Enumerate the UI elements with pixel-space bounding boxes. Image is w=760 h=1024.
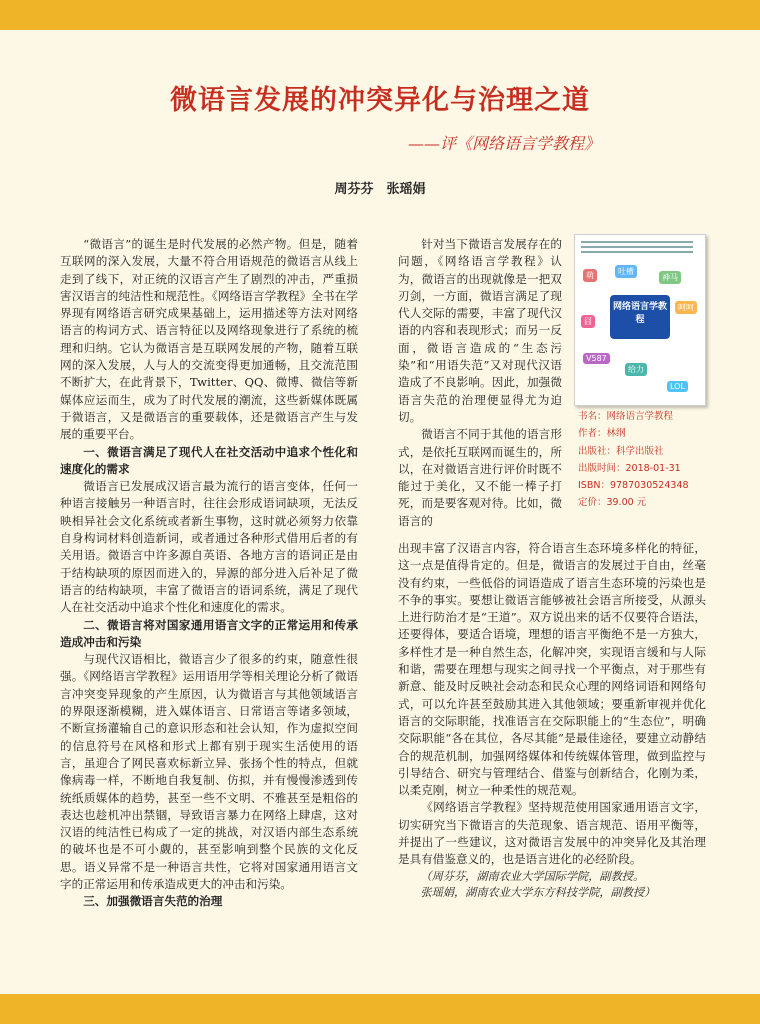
book-price: 定价：39.00 元 xyxy=(578,497,647,509)
book-cover-title: 网络语言学教程 xyxy=(610,295,670,339)
book-cover-image xyxy=(574,234,706,406)
top-color-band xyxy=(0,0,760,30)
book-name: 书名：网络语言学教程 xyxy=(578,411,674,422)
paragraph: 与现代汉语相比，微语言少了很多的约束，随意性很强。《网络语言学教程》运用语用学等相关理论分析了微语言冲突变异现象的产生原因，认为微语言与其他领域语言的界限逐渐模糊，进入媒体语言、日常语言等诸多领域，不断宣扬灌输自己的意识形态和社会认知，作为虚拟空间的信息符号在风格和形式上都有别于现实生活使用的语言，虽迎合了网民喜欢标新立异、张扬个性的特点，但就像病毒一样，不断地自我复制、仿拟，并有慢慢渗透到传统纸质媒体的趋势，甚至一些不文明、不雅甚至是粗俗的表达也趁机冲出禁锢，导致语言暴力在网络上肆虐，这对汉语的纯洁性已构成了一定的挑战，对汉语内部生态系统的破坏也是不可小觑的，甚至影响到整个民族的文化反思。语义异常不是一种语言共性，它将对国家通用语言文字的正常运用和传承造成更大的冲击和污染。 xyxy=(60,652,358,891)
paragraph: 出现丰富了汉语言内容，符合语言生态环境多样化的特征，这一点是值得肯定的。但是，微语言的发展过于自由，丝毫没有约束，一些低俗的词语造成了语言生态环境的污染也是不争的事实。要想让微语言能够被社会语言所接受，从源头上进行防治才是“王道”。双方说出来的话不仅要符合语法，还要得体，要适合语境，理想的语言平衡绝不是一方独大，多样性才是一种自然生态，化解冲突，实现语言缓和与人际和谐，需要在理想与现实之间寻找一个平衡点，对于那些有新意、能及时反映社会动态和民众心理的网络词语和网络句式，可以允许甚至鼓励其进入其他领域；要重新审视并优化语言的交际职能，找准语言在交际职能上的“生态位”，明确交际职能“各在其位，各尽其能”是最佳途径，要建立动静结合的规范机制，加强网络媒体和传统媒体管理，做到监控与引导结合、研究与管理结合、借鉴与创新结合，化刚为柔，以柔克刚，树立一种柔性的规范观。 xyxy=(398,541,706,798)
section-heading: 二、微语言将对国家通用语言文字的正常运用和传承造成冲击和污染 xyxy=(60,617,358,649)
cover-tag: 神马 xyxy=(659,271,681,284)
article-title: 微语言发展的冲突异化与治理之道 xyxy=(170,85,590,116)
book-publisher: 出版社：科学出版社 xyxy=(578,445,664,457)
section-heading: 一、微语言满足了现代人在社交活动中追求个性化和速度化的需求 xyxy=(60,444,358,476)
book-author: 作者：林纲 xyxy=(578,428,626,440)
paragraph: 《网络语言学教程》坚持规范使用国家通用语言文字，切实研究当下微语言的失范现象、语言规范、语用平衡等，并提出了一些建议，这对微语言发展中的冲突异化及其治理是具有借鉴意义的，也是语言进化的必经阶段。 xyxy=(398,800,706,867)
article-authors: 周芬芬 张瑶娟 xyxy=(334,182,426,197)
bottom-color-band xyxy=(0,994,760,1024)
cover-tag: 萌 xyxy=(583,269,597,282)
left-column xyxy=(60,236,358,911)
cover-header-lines xyxy=(581,241,699,261)
right-column xyxy=(398,540,706,902)
cover-tag: V587 xyxy=(583,353,610,364)
section-heading: 三、加强微语言失范的治理 xyxy=(83,894,223,909)
book-isbn: ISBN：9787030524348 xyxy=(578,480,689,492)
cover-tag: 吐槽 xyxy=(615,265,637,278)
cover-tag: 囧 xyxy=(581,315,595,328)
author-affiliation: （周芬芬，湖南农业大学国际学院，副教授。 xyxy=(420,869,645,883)
cover-tag: 呵呵 xyxy=(675,301,697,314)
author-affiliation: 张瑶娟，湖南农业大学东方科技学院，副教授） xyxy=(420,886,656,900)
book-info xyxy=(578,408,708,512)
cover-tag: LOL xyxy=(667,381,688,392)
book-date: 出版时间：2018-01-31 xyxy=(578,462,681,474)
paragraph: 微语言不同于其他的语言形式，是依托互联网而诞生的，所以，在对微语言进行评价时既不能过于美化，又不能一棒子打死，而是要客观对待。比如，微语言的 xyxy=(398,427,562,528)
cover-tag: 给力 xyxy=(625,363,647,376)
paragraph: 针对当下微语言发展存在的问题，《网络语言学教程》认为，微语言的出现就像是一把双刃剑，一方面，微语言满足了现代人交际的需要，丰富了现代汉语的内容和表现形式；而另一反面，微语言造成的“生态污染”和“用语失范”又对现代汉语造成了不良影响。因此，加强微语言失范的治理便显得尤为迫切。 xyxy=(398,237,562,424)
middle-column xyxy=(398,236,562,530)
paragraph: “微语言”的诞生是时代发展的必然产物。但是，随着互联网的深入发展，大量不符合用语规范的微语言从线上走到了线下，对正统的汉语言产生了剧烈的冲击，严重损害汉语言的纯洁性和规范性。《网络语言学教程》全书在学界现有网络语言研究成果基础上，运用描述等方法对网络语言的构词方式、语言特征以及网络现象进行了系统的梳理和归纳。它认为微语言是互联网发展的产物，随着互联网的深入发展，人与人的交流变得更加通畅，且交流范围不断扩大，在此背景下，Twitter、QQ、微博、微信等新媒体应运而生，成为了时代发展的潮流，这些新媒体既属于微语言，又是微语言的重要载体，还是微语言产生与发展的重要平台。 xyxy=(60,237,358,442)
article-subtitle: ——评《网络语言学教程》 xyxy=(407,134,600,153)
paragraph: 微语言已发展成汉语言最为流行的语言变体，任何一种语言接触另一种语言时，往往会形成语词缺项，无法反映相异社会文化系统或者新生事物，这时就必须努力依靠自身构词材料创造新词，或者通过各种形式借用后者的有关用语。微语言中许多源自英语、各地方言的语词正是由于结构缺项的原因而进入的，异源的部分进入后补足了微语言的结构缺项，丰富了微语言的语词系统，满足了现代人在社交活动中追求个性化和速度化的需求。 xyxy=(60,479,358,615)
